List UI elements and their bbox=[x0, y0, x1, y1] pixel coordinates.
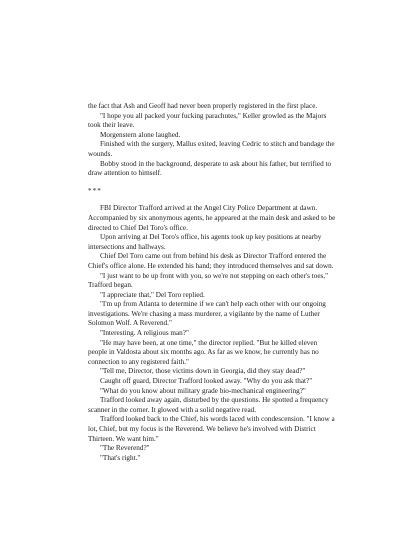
paragraph: the fact that Ash and Geoff had never been properly registered in the first place. bbox=[88, 102, 318, 110]
paragraph: "The Reverend?" bbox=[100, 444, 150, 453]
paragraph: Caught off guard, Director Trafford looked away. "Why do you ask that?" bbox=[100, 377, 313, 386]
paragraph: "I appreciate that," Del Toro replied. bbox=[100, 290, 205, 299]
paragraph: Upon arriving at Del Toro's office, his agents took up key positions at nearby intersections and hallways. bbox=[88, 233, 322, 251]
paragraph: Trafford looked back to the Chief, his words laced with condescension. "I know a lot, Chief, but my focus is the Reverend. We believe he's involved with District Thirteen. We want him." bbox=[88, 415, 335, 443]
paragraph: "He may have been, at one time," the director replied. "But he killed eleven people in Valdosta about six months ago. As far as we know, he currently has no connection to any registered faith." bbox=[88, 338, 319, 366]
paragraph: FBI Director Trafford arrived at the Angel City Police Department at dawn. Accompanied by six anonymous agents, he appeared at the main desk and asked to be directed to Chief Del Toro's office. bbox=[88, 204, 336, 232]
paragraph: "That's right." bbox=[100, 453, 141, 462]
paragraph: "Interesting. A religious man?" bbox=[100, 329, 189, 338]
paragraph: Finished with the surgery, Mallus exited, leaving Cedric to stitch and bandage the wounds. bbox=[88, 140, 335, 158]
scene-break: *** bbox=[88, 186, 102, 195]
paragraph: Trafford looked away again, disturbed by the questions. He spotted a frequency scanner in the corner. It glowed with a solid negative read. bbox=[88, 396, 329, 414]
paragraph: "I just want to be up front with you, so we're not stepping on each other's toes," Trafford began. bbox=[88, 271, 329, 290]
paragraph: Bobby stood in the background, desperate to ask about his father, but terrified to draw attention to himself. bbox=[88, 159, 332, 178]
paragraph: "Tell me, Director, those victims down in Georgia, did they stay dead?" bbox=[100, 367, 306, 376]
paragraph: Chief Del Toro came out from behind his desk as Director Trafford entered the Chief's office alone. He extended his hand; they introduced themselves and sat down. bbox=[88, 252, 334, 270]
paragraph: "I'm up from Atlanta to determine if we can't help each other with our ongoing investigations. We're chasing a mass murderer, a vigilante by the name of Luther Solomon Wolf. A Reverend." bbox=[88, 300, 326, 328]
paragraph: "I hope you all packed your fucking parachutes," Keller growled as the Majors took their leave. bbox=[88, 111, 327, 130]
page-text-block bbox=[88, 102, 336, 463]
paragraph: "What do you know about military grade bio-mechanical engineering?" bbox=[100, 386, 306, 395]
paragraph: Morgenstern alone laughed. bbox=[100, 130, 181, 139]
